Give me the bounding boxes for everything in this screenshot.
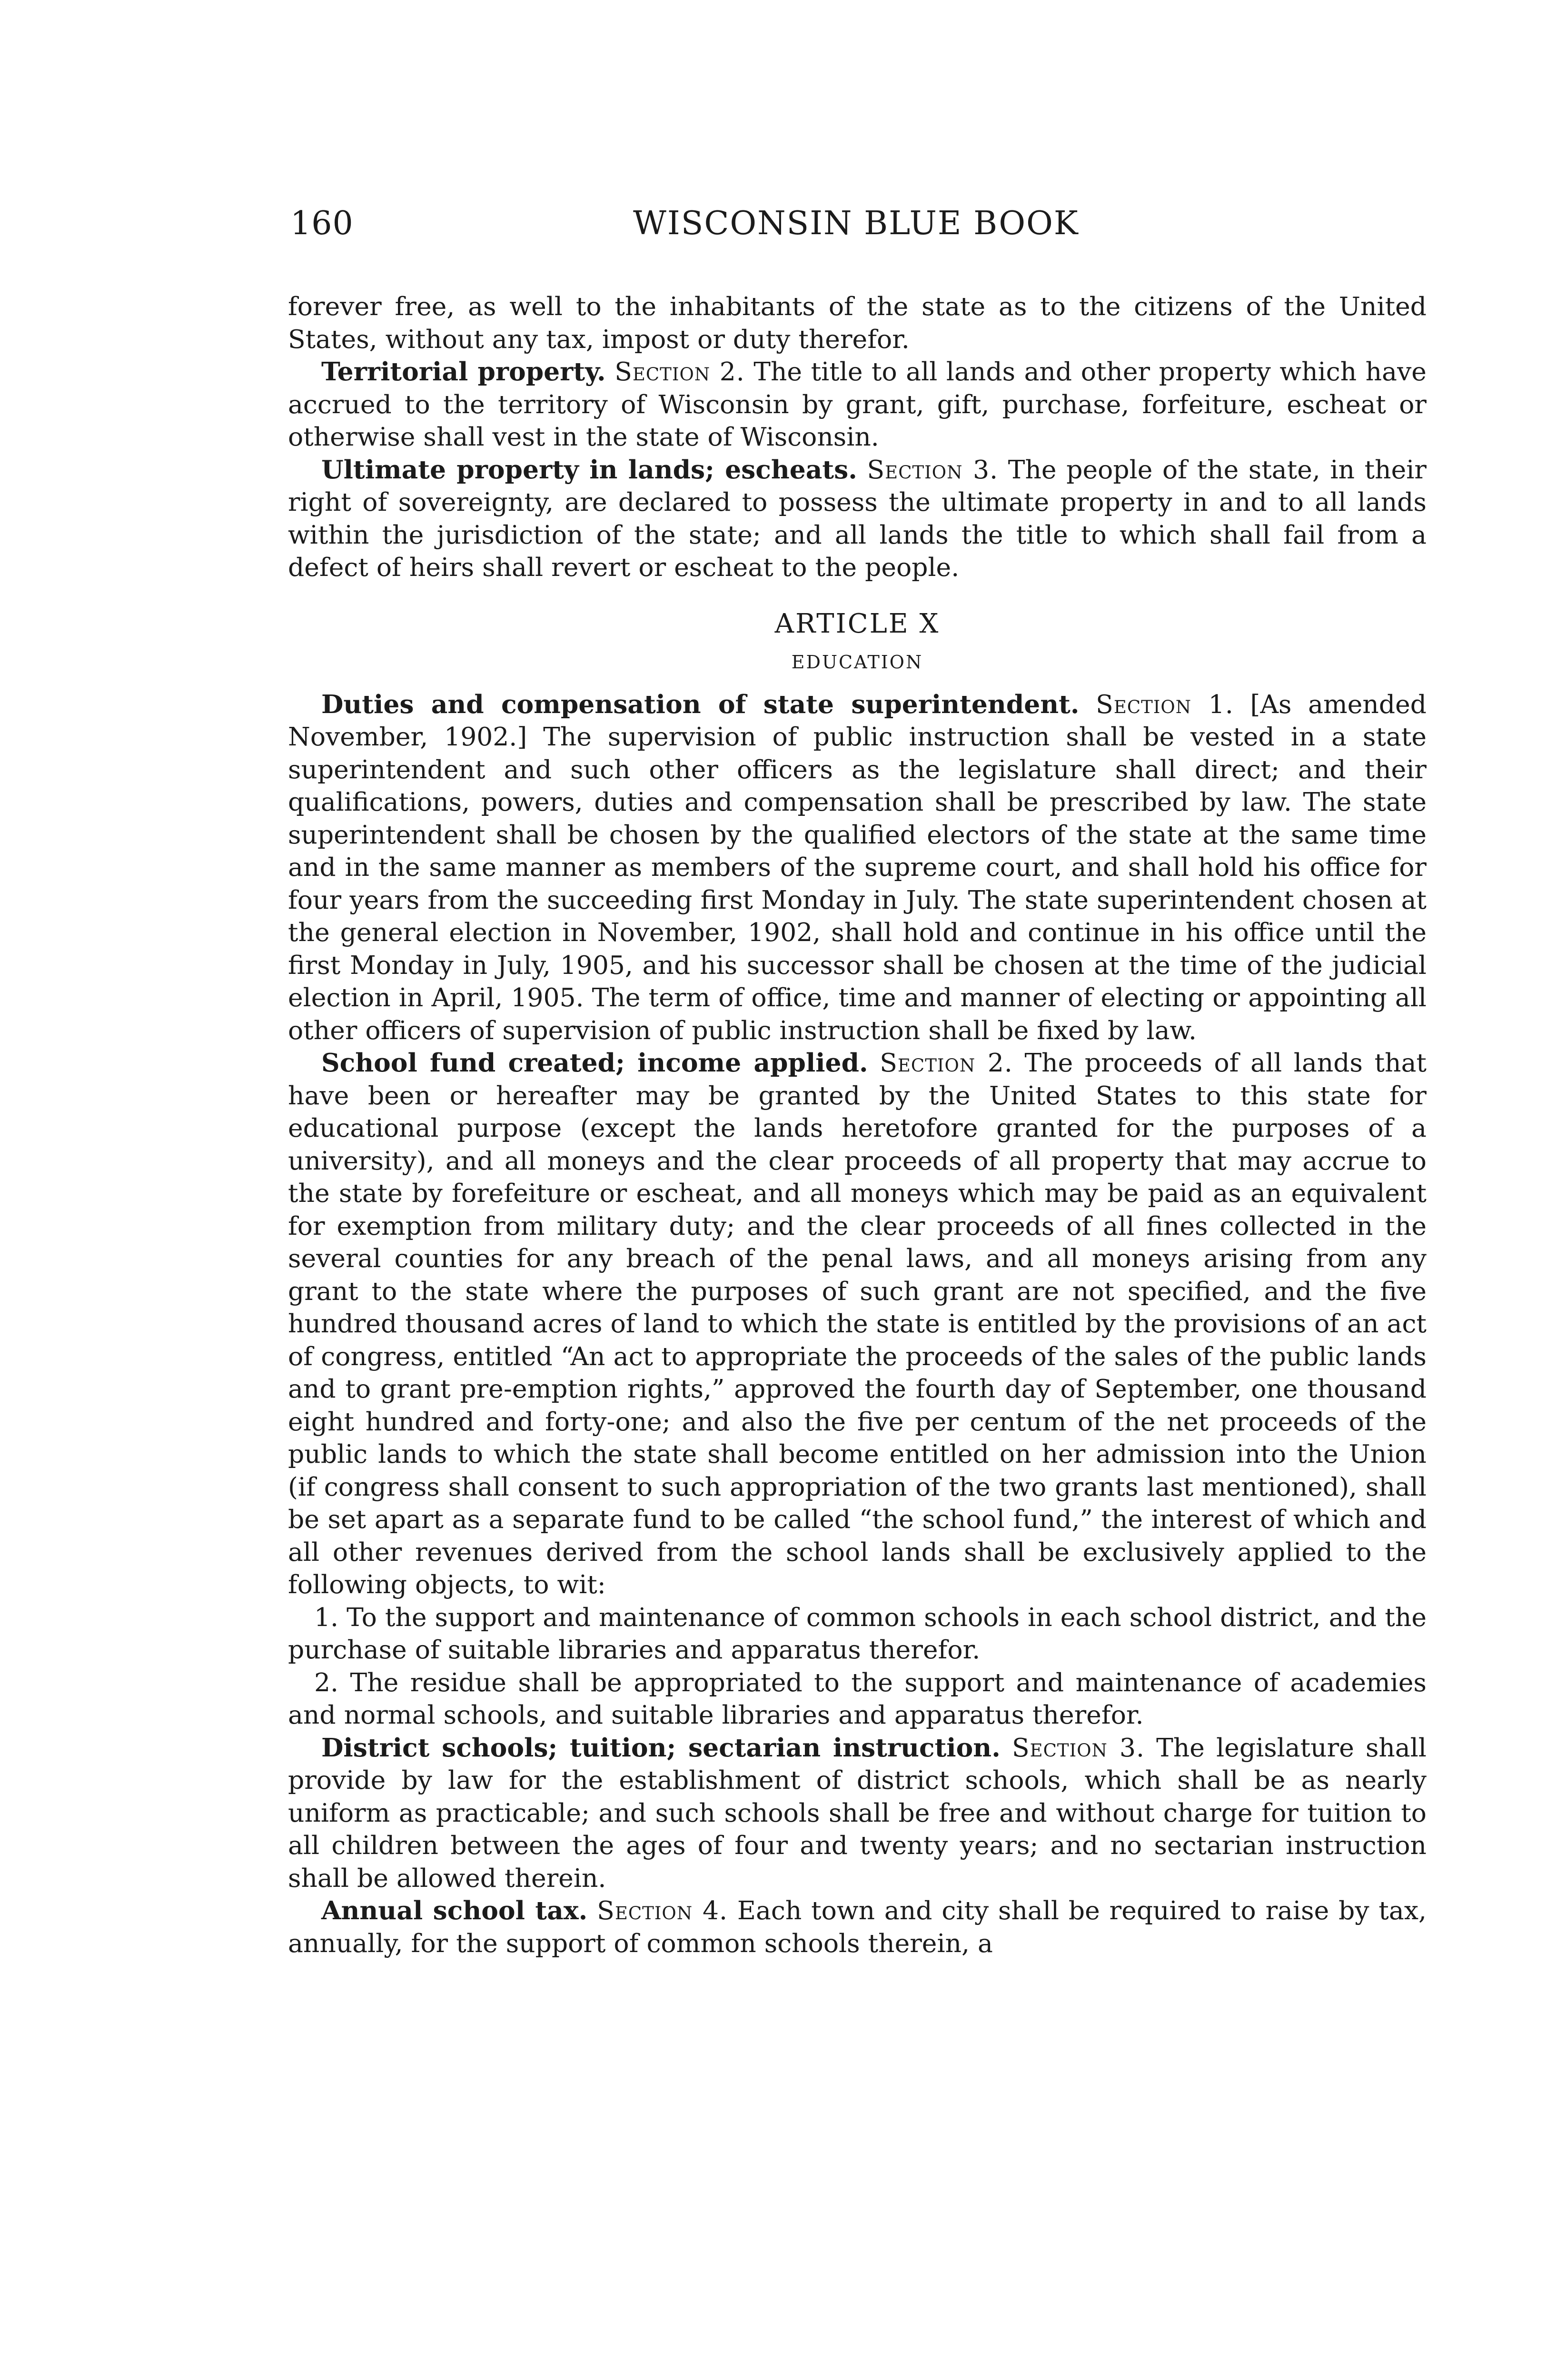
territorial-section: Section 2. [614, 357, 745, 387]
duties-section: Section 1. [1096, 689, 1234, 719]
page-header [290, 200, 1090, 257]
article-subtitle: EDUCATION [791, 652, 923, 673]
page-number: 160 [290, 205, 354, 242]
annual-tax-section: Section 4. [597, 1895, 728, 1925]
school-fund-paragraph [288, 1047, 1427, 1601]
territorial-text: The title to all lands and other property which have accrued to the territory of Wisconsin by grant, gift, purchase, forfeiture, escheat or otherwise shall vest in the state of Wisconsin. [288, 357, 1427, 452]
annual-tax-text: Each town and city shall be required to raise by tax, annually, for the support of common schools therein, a [288, 1895, 1427, 1958]
running-title: WISCONSIN BLUE BOOK [633, 205, 1079, 242]
annual-tax-paragraph [288, 1894, 1427, 1960]
article-title: ARTICLE X [774, 608, 940, 639]
territorial-heading: Territorial property. [321, 357, 606, 387]
territorial-paragraph [288, 356, 1427, 454]
duties-paragraph [288, 688, 1427, 1047]
ultimate-paragraph [288, 454, 1427, 584]
annual-tax-heading: Annual school tax. [321, 1895, 588, 1925]
ultimate-text: The people of the state, in their right of sovereignty, are declared to possess the ultimate property in and to all lands within the jurisdiction of the state; and all lands the title to which shall fail from a defect of heirs shall revert or escheat to the people. [288, 454, 1427, 582]
district-heading: District schools; tuition; sectarian instruction. [321, 1732, 1001, 1763]
district-section: Section 3. [1011, 1732, 1145, 1763]
school-fund-item-2: 2. The residue shall be appropriated to the support and maintenance of academies and normal schools, and suitable libraries and apparatus therefor. [288, 1667, 1427, 1730]
district-paragraph [288, 1732, 1427, 1895]
opening-paragraph [288, 290, 1427, 356]
school-fund-item-1: 1. To the support and maintenance of common schools in each school district, and the purchase of suitable libraries and apparatus therefor. [288, 1602, 1427, 1665]
district-text: The legislature shall provide by law for the establishment of district schools, which shall be as nearly uniform as practicable; and such schools shall be free and without charge for tuition to all children between the ages of four and twenty years; and no sectarian instruction shall be allowed therein. [288, 1732, 1427, 1893]
ultimate-heading: Ultimate property in lands; escheats. [321, 454, 857, 485]
duties-text: [As amended November, 1902.] The supervision of public instruction shall be vested in a state superintendent and such other officers as the legislature shall direct; and their qualifications, powers, duties and compensation shall be prescribed by law. The state superintendent shall be chosen by the qualified electors of the state at the same time and in the same manner as members of the supreme court, and shall hold his office for four years from the succeeding first Monday in July. The state superintendent chosen at the general election in November, 1902, shall hold and continue in his office until the first Monday in July, 1905, and his successor shall be chosen at the time of the judicial election in April, 1905. The term of office, time and manner of electing or appointing all other officers of supervision of public instruction shall be fixed by law. [288, 689, 1427, 1045]
ultimate-section: Section 3. [867, 454, 999, 485]
school-fund-section: Section 2. [880, 1048, 1013, 1078]
body-text [288, 290, 1427, 1960]
school-fund-heading: School fund created; income applied. [321, 1048, 868, 1078]
duties-heading: Duties and compensation of state superintendent. [321, 689, 1080, 719]
school-fund-text: The proceeds of all lands that have been or hereafter may be granted by the United States to this state for educational purpose (except the lands heretofore granted for the purposes of a university), and all moneys and the clear proceeds of all property that may accrue to the state by forefeiture or escheat, and all moneys which may be paid as an equivalent for exemption from military duty; and the clear proceeds of all fines collected in the several counties for any breach of the penal laws, and all moneys arising from any grant to the state where the purposes of such grant are not specified, and the five hundred thousand acres of land to which the state is entitled by the provisions of an act of congress, entitled “An act to appropriate the proceeds of the sales of the public lands and to grant pre-emption rights,” approved the fourth day of September, one thousand eight hundred and forty-one; and also the five per centum of the net proceeds of the public lands to which the state shall become entitled on her admission into the Union (if congress shall consent to such appropriation of the two grants last mentioned), shall be set apart as a separate fund to be called “the school fund,” the interest of which and all other revenues derived from the school lands shall be exclusively applied to the following objects, to wit: [288, 1048, 1427, 1599]
opening-text: forever free, as well to the inhabitants of the state as to the citizens of the United States, without any tax, impost or duty therefor. [288, 291, 1427, 354]
